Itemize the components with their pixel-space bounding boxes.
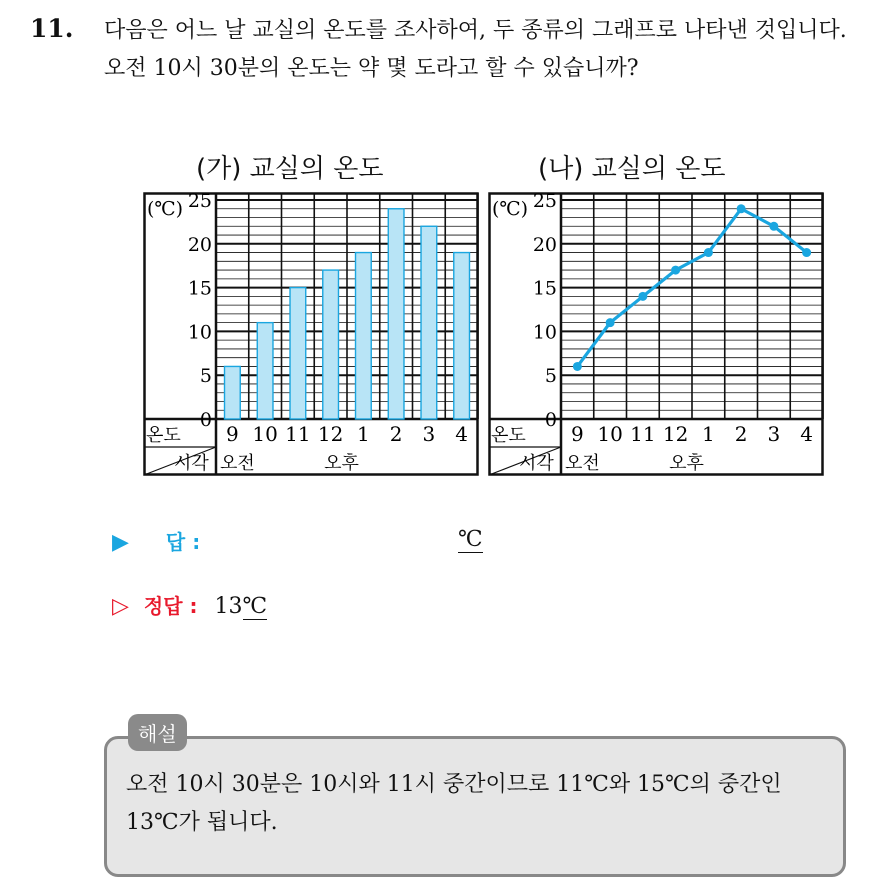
x-tick-label: 11 [285, 422, 311, 446]
y-axis-unit-label: (℃) [147, 198, 184, 220]
answer-unit: ℃ [458, 527, 483, 552]
y-tick-label: 20 [532, 233, 557, 256]
x-tick-label: 12 [662, 422, 689, 446]
x-tick-label: 10 [597, 422, 623, 446]
x-tick-label: 11 [630, 422, 656, 446]
correct-answer-row [112, 590, 267, 619]
y-tick-label: 20 [187, 233, 212, 256]
y-tick-label: 15 [532, 277, 557, 300]
y-tick-label: 0 [199, 409, 212, 431]
data-point [737, 204, 746, 213]
y-tick-label: 15 [187, 277, 212, 300]
bar-chart-title: (가) 교실의 온도 [196, 154, 384, 184]
x-tick-label: 2 [734, 422, 748, 446]
period-label-am: 오전 [220, 453, 255, 474]
line-chart [489, 190, 823, 478]
correct-label: 정답 : [143, 594, 198, 618]
data-point [704, 248, 713, 257]
correct-unit: ℃ [242, 594, 268, 619]
y-tick-label: 10 [532, 321, 557, 344]
correct-value: 13 [214, 594, 243, 619]
x-tick-label: 9 [571, 422, 584, 446]
explanation-text: 오전 10시 30분은 10시와 11시 중간이므로 11℃와 15℃의 중간인 13℃가 됩니다. [126, 772, 782, 835]
row-label-temperature: 온도 [491, 425, 526, 446]
period-label-pm: 오후 [669, 453, 704, 474]
period-label-am: 오전 [565, 453, 600, 474]
bar [421, 226, 437, 419]
answer-label: 답 : [165, 530, 201, 554]
question-number: 11. [30, 14, 74, 43]
row-label-temperature: 온도 [146, 425, 181, 446]
bar [454, 253, 470, 419]
data-point [573, 362, 582, 371]
bar [356, 253, 372, 419]
correct-arrow-icon: ▷ [112, 594, 129, 619]
question-text: 다음은 어느 날 교실의 온도를 조사하여, 두 종류의 그래프로 나타낸 것입니다. 오전 10시 30분의 온도는 약 몇 도라고 할 수 있습니까? [104, 18, 847, 81]
x-tick-label: 1 [702, 422, 715, 446]
x-tick-label: 3 [422, 422, 436, 446]
x-tick-label: 1 [357, 422, 370, 446]
period-label-pm: 오후 [324, 453, 359, 474]
data-point [802, 248, 811, 257]
y-tick-label: 10 [187, 321, 212, 344]
bar [323, 270, 339, 419]
data-point [606, 318, 615, 327]
y-axis-unit-label: (℃) [492, 198, 529, 220]
x-tick-label: 4 [455, 422, 468, 446]
x-tick-label: 10 [252, 422, 278, 446]
x-tick-label: 2 [389, 422, 403, 446]
y-tick-label: 25 [187, 190, 212, 212]
y-tick-label: 5 [199, 365, 212, 388]
x-tick-label: 3 [767, 422, 781, 446]
explanation-tag: 해설 [128, 714, 187, 751]
bar [225, 366, 241, 419]
x-tick-label: 12 [317, 422, 344, 446]
bar [257, 323, 273, 419]
bar-chart [144, 190, 478, 478]
data-point [638, 292, 647, 301]
row-label-time: 시각 [519, 453, 554, 474]
bar [388, 209, 404, 419]
line-chart-title: (나) 교실의 온도 [538, 154, 726, 184]
answer-row [112, 526, 200, 555]
y-tick-label: 5 [544, 365, 557, 388]
x-tick-label: 4 [800, 422, 813, 446]
x-tick-label: 9 [226, 422, 239, 446]
y-tick-label: 25 [532, 190, 557, 212]
answer-arrow-icon: ▶ [112, 530, 129, 555]
data-point [769, 222, 778, 231]
data-point [671, 266, 680, 275]
y-tick-label: 0 [544, 409, 557, 431]
row-label-time: 시각 [174, 453, 209, 474]
bar [290, 288, 306, 419]
